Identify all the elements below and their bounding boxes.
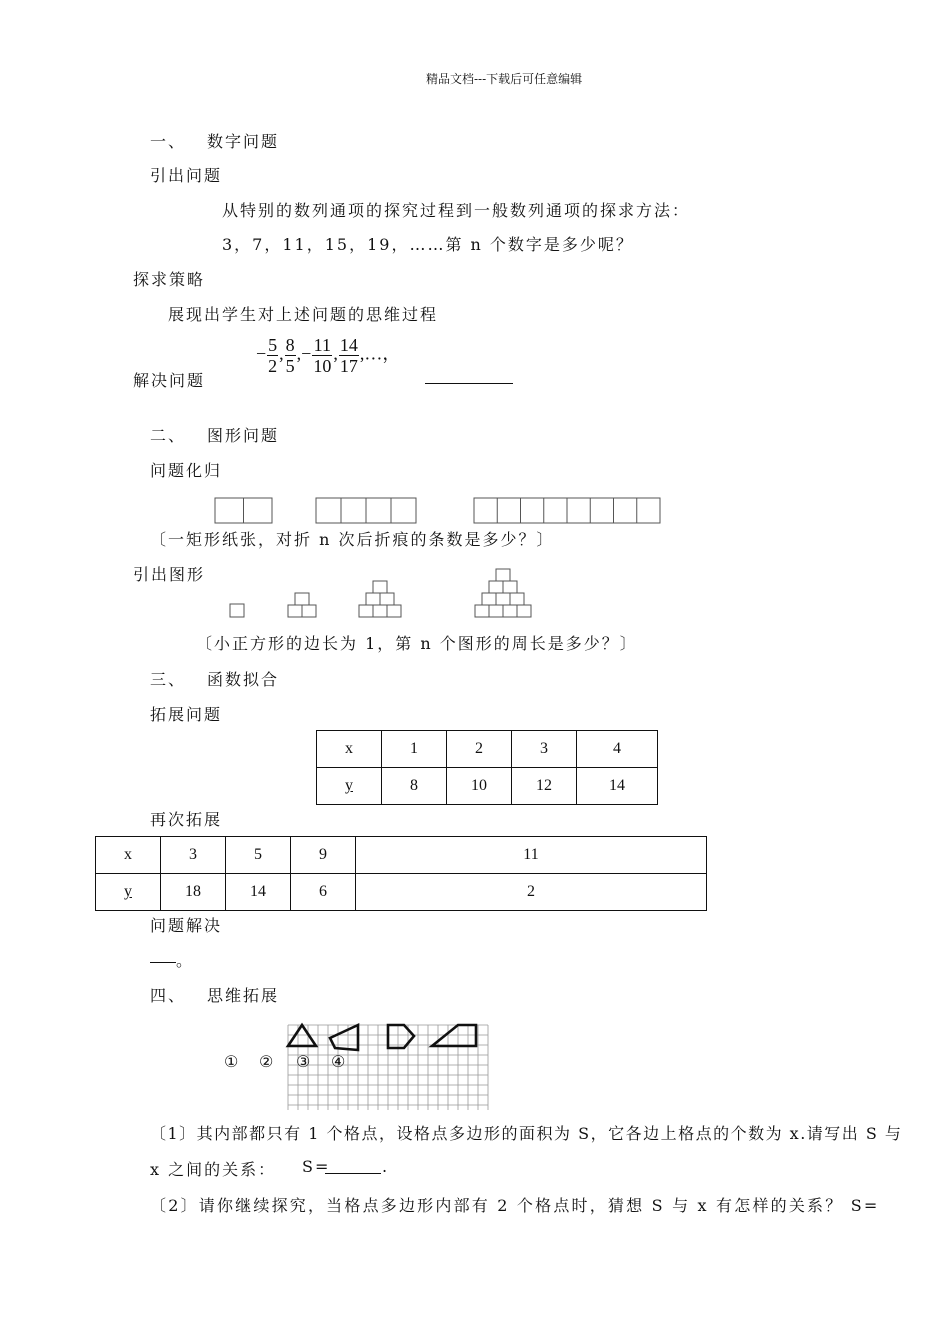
numerator: 14: [339, 335, 358, 355]
numerator: 5: [268, 335, 278, 355]
section-1-title: 数字问题: [207, 132, 280, 151]
section-3-title: 函数拟合: [207, 670, 280, 689]
table-cell: 1: [382, 731, 447, 768]
denominator: 5: [285, 356, 295, 376]
table-cell: 14: [226, 874, 291, 911]
numerator: 11: [313, 335, 331, 355]
numerator: 8: [285, 335, 295, 355]
subheading-reduce-problem: 问题化归: [150, 461, 223, 480]
denominator: 10: [313, 356, 332, 376]
table-cell: x: [317, 731, 382, 768]
subheading-extend-problem: 拓展问题: [150, 705, 223, 724]
section-1-number: 一、: [150, 132, 187, 151]
table-cell: 3: [512, 731, 577, 768]
figure-label-3: ③: [296, 1052, 313, 1071]
table-cell: 12: [512, 768, 577, 805]
section-2-number: 二、: [150, 426, 187, 445]
paragraph-method: 从特别的数列通项的探究过程到一般数列通项的探求方法：: [222, 201, 691, 220]
table-cell: 18: [161, 874, 226, 911]
subheading-strategy: 探求策略: [133, 270, 206, 289]
comma: ,: [296, 343, 302, 364]
table-cell: 4: [577, 731, 658, 768]
table-cell: 14: [577, 768, 658, 805]
page-header: 精品文档---下载后可任意编辑: [426, 72, 583, 86]
figure-label-2: ②: [259, 1052, 276, 1071]
question-1-end: .: [382, 1157, 390, 1176]
subheading-introduce-problem: 引出问题: [150, 166, 223, 185]
subheading-solve-problem: 问题解决: [150, 916, 223, 935]
answer-blank: [325, 1173, 381, 1174]
denominator: 17: [339, 356, 358, 376]
question-1-label: x 之间的关系：: [150, 1160, 277, 1179]
paragraph-strategy: 展现出学生对上述问题的思维过程: [168, 305, 439, 324]
figure-label-4: ④: [331, 1052, 348, 1071]
question-1-line-1: 〔1〕其内部都只有 1 个格点，设格点多边形的面积为 S，它各边上格点的个数为 x.请写出 S 与: [150, 1124, 903, 1143]
question-1-s-equals: S=: [302, 1157, 331, 1176]
denominator: 2: [268, 356, 278, 376]
subheading-solve: 解决问题: [133, 371, 206, 390]
table-cell: 2: [356, 874, 707, 911]
ellipsis: ,…，: [359, 343, 401, 364]
table-cell: y: [317, 768, 382, 805]
section-3-number: 三、: [150, 670, 187, 689]
section-2-title: 图形问题: [207, 426, 280, 445]
comma: ,: [333, 343, 338, 364]
table-cell: 5: [226, 837, 291, 874]
question-2-line: 〔2〕请你继续探究，当格点多边形内部有 2 个格点时，猜想 S 与 x 有怎样的关系？ S=: [150, 1196, 880, 1215]
table-cell: y: [96, 874, 161, 911]
subheading-figures: 引出图形: [133, 565, 206, 584]
question-folds: 〔一矩形纸张，对折 n 次后折痕的条数是多少？〕: [150, 530, 555, 549]
table-cell: 10: [447, 768, 512, 805]
section-4-title: 思维拓展: [207, 986, 280, 1005]
table-cell: x: [96, 837, 161, 874]
table-cell: 3: [161, 837, 226, 874]
figure-label-1: ①: [224, 1052, 241, 1071]
table-cell: 2: [447, 731, 512, 768]
minus-sign: −: [256, 343, 267, 364]
section-4-number: 四、: [150, 986, 187, 1005]
table-cell: 6: [291, 874, 356, 911]
subheading-extend-again: 再次拓展: [150, 810, 223, 829]
question-perimeter: 〔小正方形的边长为 1，第 n 个图形的周长是多少？〕: [196, 634, 638, 653]
table-cell: 9: [291, 837, 356, 874]
table-cell: 11: [356, 837, 707, 874]
paragraph-sequence-question: 3，7，11，15，19，……第 n 个数字是多少呢？: [222, 235, 634, 254]
comma: ,: [279, 343, 284, 364]
answer-period: 。: [176, 951, 195, 970]
table-cell: 8: [382, 768, 447, 805]
minus-sign: −: [301, 343, 312, 364]
